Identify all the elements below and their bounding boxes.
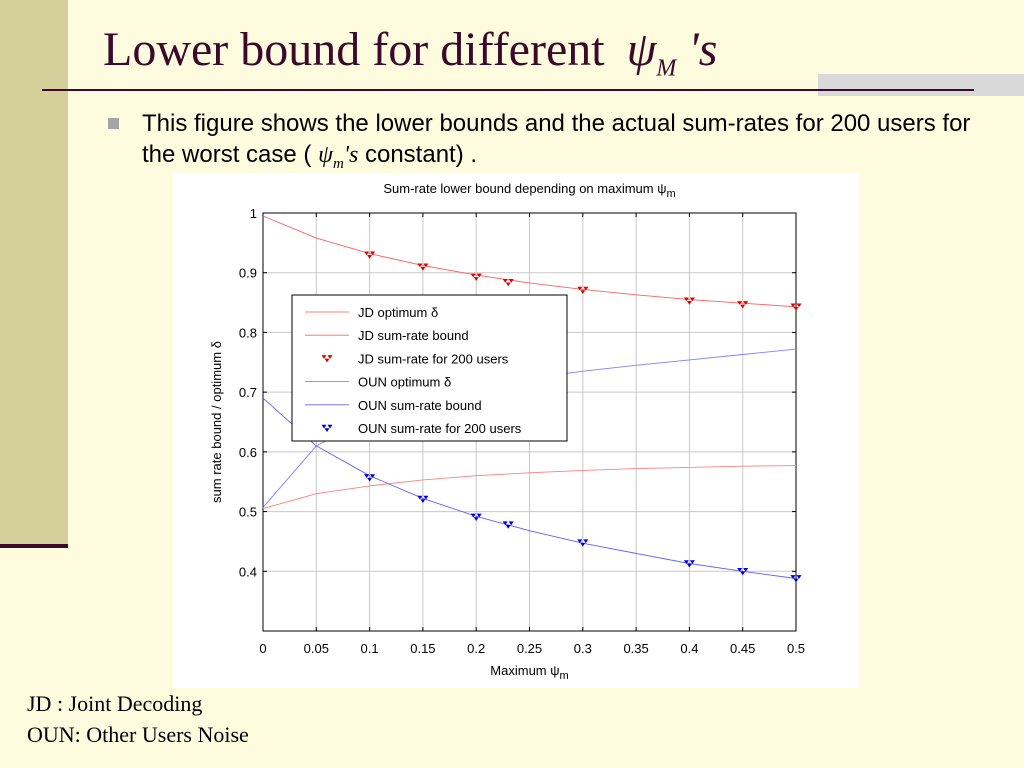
x-tick-label: 0.25 <box>516 641 543 656</box>
x-tick-label: 0.15 <box>410 641 436 656</box>
x-tick-label: 0.35 <box>623 641 649 656</box>
footnote-oun: OUN: Other Users Noise <box>27 722 249 747</box>
title-rule-decoration <box>818 74 1024 96</box>
x-tick-label: 0.3 <box>573 641 592 656</box>
y-tick-label: 0.8 <box>238 325 257 341</box>
bullet-text-part-1: This figure shows the lower bounds and the actual sum-rates for 200 users for the worst case ( <box>142 110 971 168</box>
bullet-psi-sub: m <box>332 155 344 172</box>
chart-figure <box>173 173 859 688</box>
bullet-text-part-2: constant) . <box>358 141 478 168</box>
y-tick-label: 0.4 <box>238 564 257 580</box>
bullet-suffix: 's <box>343 142 359 168</box>
slide-title <box>103 22 717 83</box>
title-rule <box>42 89 974 91</box>
title-psi-sub: M <box>656 55 677 82</box>
slide-title-text: Lower bound for different <box>103 23 605 76</box>
bullet-symbol <box>318 142 359 172</box>
legend-label-oun-optimum: OUN optimum δ <box>358 374 452 390</box>
title-suffix: 's <box>688 23 718 76</box>
sidebar-accent-line <box>0 544 68 548</box>
x-tick-label: 0.4 <box>680 641 699 656</box>
y-tick-label: 0.9 <box>238 265 257 281</box>
y-tick-label: 0.5 <box>238 504 257 520</box>
chart-title: Sum-rate lower bound depending on maximum $\psi_m$ <box>383 181 676 200</box>
legend-label-oun-sum-rate-for-200-users: OUN sum-rate for 200 users <box>358 421 522 436</box>
footnotes <box>27 688 249 750</box>
slide-title-symbol <box>626 23 718 82</box>
legend-label-jd-sum-rate-bound: JD sum-rate bound <box>358 328 469 344</box>
y-tick-label: 1 <box>249 206 257 221</box>
chart-svg <box>173 173 859 688</box>
sidebar-band <box>0 0 68 546</box>
bullet-square-icon <box>108 118 119 129</box>
y-tick-label: 0.7 <box>238 385 257 401</box>
legend-label-jd-sum-rate-for-200-users: JD sum-rate for 200 users <box>358 351 509 367</box>
y-axis-label: sum rate bound / optimum δ <box>209 341 224 503</box>
x-tick-label: 0.05 <box>303 641 329 656</box>
x-tick-label: 0 <box>259 641 267 656</box>
footnote-jd: JD : Joint Decoding <box>27 691 203 716</box>
bullet-psi: ψ <box>318 142 333 168</box>
x-tick-label: 0.45 <box>730 641 756 656</box>
y-tick-label: 0.6 <box>238 444 257 460</box>
x-tick-label: 0.5 <box>786 641 806 656</box>
legend-label-jd-optimum: JD optimum δ <box>358 305 439 320</box>
legend-label-oun-sum-rate-bound: OUN sum-rate bound <box>358 397 482 413</box>
x-tick-label: 0.2 <box>467 641 486 656</box>
bullet-text <box>142 108 982 180</box>
x-axis-label: Maximum $\psi_m$ <box>490 663 569 682</box>
x-tick-label: 0.1 <box>360 641 379 656</box>
title-psi: ψ <box>626 23 657 76</box>
